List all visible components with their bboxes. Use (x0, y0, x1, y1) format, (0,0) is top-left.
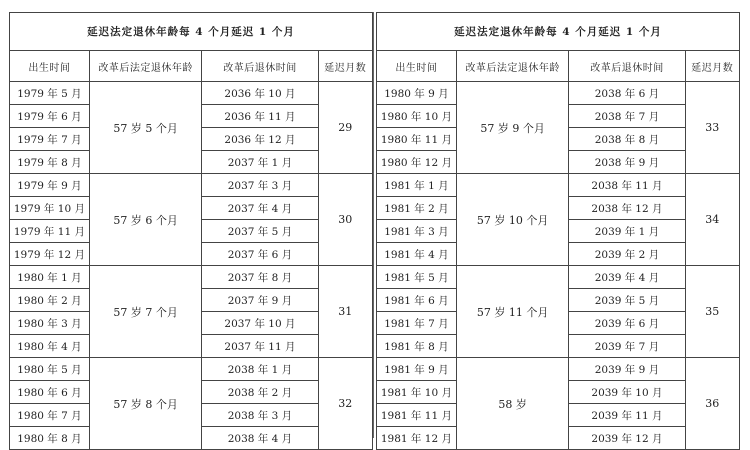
retirement-time-cell: 2037 年 5 月 (202, 220, 318, 243)
birth-time-cell: 1980 年 2 月 (10, 289, 90, 312)
birth-time-cell: 1981 年 6 月 (377, 289, 457, 312)
retirement-time-cell: 2038 年 8 月 (569, 128, 685, 151)
delay-months-cell: 35 (685, 266, 739, 358)
birth-time-cell: 1981 年 3 月 (377, 220, 457, 243)
delay-months-cell: 36 (685, 358, 739, 450)
retirement-time-cell: 2036 年 10 月 (202, 82, 318, 105)
delay-months-cell: 30 (318, 174, 372, 266)
delay-months-cell: 33 (685, 82, 739, 174)
retirement-time-cell: 2039 年 12 月 (569, 427, 685, 450)
retirement-time-cell: 2039 年 9 月 (569, 358, 685, 381)
birth-time-cell: 1979 年 7 月 (10, 128, 90, 151)
birth-time-cell: 1981 年 10 月 (377, 381, 457, 404)
retirement-age-cell: 57 岁 10 个月 (456, 174, 569, 266)
birth-time-cell: 1979 年 8 月 (10, 151, 90, 174)
table-row (377, 82, 740, 105)
retirement-time-cell: 2038 年 7 月 (569, 105, 685, 128)
retirement-time-cell: 2038 年 9 月 (569, 151, 685, 174)
table-title: 延迟法定退休年龄每 4 个月延迟 1 个月 (10, 13, 373, 51)
table (9, 12, 373, 450)
header-retirement-time: 改革后退休时间 (569, 51, 685, 82)
retirement-time-cell: 2037 年 11 月 (202, 335, 318, 358)
birth-time-cell: 1981 年 4 月 (377, 243, 457, 266)
birth-time-cell: 1979 年 9 月 (10, 174, 90, 197)
retirement-time-cell: 2036 年 11 月 (202, 105, 318, 128)
birth-time-cell: 1981 年 8 月 (377, 335, 457, 358)
retirement-time-cell: 2039 年 5 月 (569, 289, 685, 312)
retirement-age-cell: 57 岁 8 个月 (89, 358, 202, 450)
table-row (377, 174, 740, 197)
birth-time-cell: 1980 年 3 月 (10, 312, 90, 335)
retirement-time-cell: 2038 年 4 月 (202, 427, 318, 450)
birth-time-cell: 1981 年 9 月 (377, 358, 457, 381)
birth-time-cell: 1979 年 5 月 (10, 82, 90, 105)
retirement-time-cell: 2039 年 6 月 (569, 312, 685, 335)
birth-time-cell: 1980 年 10 月 (377, 105, 457, 128)
retirement-age-cell: 57 岁 11 个月 (456, 266, 569, 358)
birth-time-cell: 1979 年 6 月 (10, 105, 90, 128)
retirement-age-cell: 57 岁 9 个月 (456, 82, 569, 174)
header-birth-time: 出生时间 (10, 51, 90, 82)
header-retirement-time: 改革后退休时间 (202, 51, 318, 82)
header-delay-months: 延迟月数 (685, 51, 739, 82)
retirement-table-right (376, 12, 740, 445)
table-row (377, 266, 740, 289)
birth-time-cell: 1980 年 7 月 (10, 404, 90, 427)
table-body (10, 82, 373, 450)
delay-months-cell: 29 (318, 82, 372, 174)
retirement-time-cell: 2038 年 1 月 (202, 358, 318, 381)
table-row (10, 82, 373, 105)
birth-time-cell: 1980 年 8 月 (10, 427, 90, 450)
birth-time-cell: 1980 年 5 月 (10, 358, 90, 381)
retirement-time-cell: 2038 年 6 月 (569, 82, 685, 105)
retirement-time-cell: 2037 年 4 月 (202, 197, 318, 220)
birth-time-cell: 1980 年 12 月 (377, 151, 457, 174)
birth-time-cell: 1981 年 2 月 (377, 197, 457, 220)
retirement-time-cell: 2038 年 12 月 (569, 197, 685, 220)
retirement-time-cell: 2037 年 1 月 (202, 151, 318, 174)
delay-months-cell: 32 (318, 358, 372, 450)
retirement-age-cell: 57 岁 5 个月 (89, 82, 202, 174)
retirement-time-cell: 2039 年 4 月 (569, 266, 685, 289)
retirement-age-cell: 58 岁 (456, 358, 569, 450)
retirement-table-left (9, 12, 373, 445)
retirement-time-cell: 2038 年 11 月 (569, 174, 685, 197)
birth-time-cell: 1980 年 1 月 (10, 266, 90, 289)
table-row (377, 358, 740, 381)
retirement-time-cell: 2039 年 11 月 (569, 404, 685, 427)
retirement-time-cell: 2037 年 9 月 (202, 289, 318, 312)
delay-months-cell: 31 (318, 266, 372, 358)
retirement-time-cell: 2037 年 8 月 (202, 266, 318, 289)
birth-time-cell: 1979 年 11 月 (10, 220, 90, 243)
birth-time-cell: 1980 年 9 月 (377, 82, 457, 105)
header-birth-time: 出生时间 (377, 51, 457, 82)
birth-time-cell: 1981 年 5 月 (377, 266, 457, 289)
retirement-time-cell: 2039 年 7 月 (569, 335, 685, 358)
retirement-time-cell: 2037 年 6 月 (202, 243, 318, 266)
birth-time-cell: 1980 年 11 月 (377, 128, 457, 151)
retirement-time-cell: 2036 年 12 月 (202, 128, 318, 151)
table-row (10, 266, 373, 289)
birth-time-cell: 1979 年 10 月 (10, 197, 90, 220)
table-title: 延迟法定退休年龄每 4 个月延迟 1 个月 (377, 13, 740, 51)
birth-time-cell: 1980 年 4 月 (10, 335, 90, 358)
table-body (377, 82, 740, 450)
retirement-time-cell: 2039 年 1 月 (569, 220, 685, 243)
birth-time-cell: 1981 年 7 月 (377, 312, 457, 335)
panel-divider (373, 12, 374, 438)
table-row (10, 174, 373, 197)
birth-time-cell: 1979 年 12 月 (10, 243, 90, 266)
birth-time-cell: 1980 年 6 月 (10, 381, 90, 404)
retirement-time-cell: 2039 年 10 月 (569, 381, 685, 404)
header-delay-months: 延迟月数 (318, 51, 372, 82)
retirement-age-cell: 57 岁 6 个月 (89, 174, 202, 266)
birth-time-cell: 1981 年 11 月 (377, 404, 457, 427)
retirement-time-cell: 2038 年 2 月 (202, 381, 318, 404)
retirement-time-cell: 2038 年 3 月 (202, 404, 318, 427)
retirement-age-cell: 57 岁 7 个月 (89, 266, 202, 358)
table (376, 12, 740, 450)
retirement-time-cell: 2037 年 10 月 (202, 312, 318, 335)
header-retirement-age: 改革后法定退休年龄 (89, 51, 202, 82)
table-row (10, 358, 373, 381)
retirement-time-cell: 2039 年 2 月 (569, 243, 685, 266)
birth-time-cell: 1981 年 12 月 (377, 427, 457, 450)
header-retirement-age: 改革后法定退休年龄 (456, 51, 569, 82)
birth-time-cell: 1981 年 1 月 (377, 174, 457, 197)
retirement-time-cell: 2037 年 3 月 (202, 174, 318, 197)
delay-months-cell: 34 (685, 174, 739, 266)
